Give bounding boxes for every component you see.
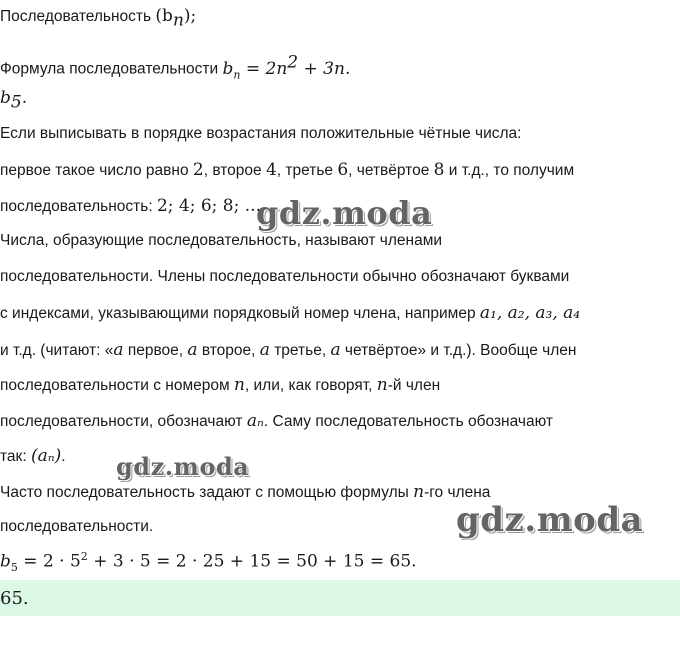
given-sequence-label: Последовательность xyxy=(0,8,152,25)
theory-line-12: последовательности. xyxy=(0,518,154,535)
answer-band xyxy=(0,580,680,616)
find-target: $b_5$. xyxy=(0,88,28,113)
theory-line-4: Числа, образующие последовательность, называют членами xyxy=(0,232,443,249)
watermark-logo: gdz.moda xyxy=(256,194,433,232)
watermark-logo: gdz.moda xyxy=(116,452,250,481)
theory-line-5: последовательности. Члены последовательности обычно обозначают буквами xyxy=(0,268,570,285)
theory-line-3: последовательность: 2; 4; 6; 8; ... xyxy=(0,196,261,216)
given-sequence xyxy=(0,6,196,30)
theory-line-9: последовательности, обозначают aₙ. Саму последовательность обозначают xyxy=(0,411,553,431)
sequence-symbol: $(b_n)$; xyxy=(155,6,197,31)
theory-line-2: первое такое число равно 2, второе 4, третье 6, четвёртое 8 и т.д., то получим xyxy=(0,160,575,180)
theory-line-8: последовательности с номером n, или, как говорят, n-й член xyxy=(0,375,441,395)
answer-value: 65. xyxy=(0,588,29,609)
given-formula xyxy=(0,52,350,81)
given-formula-label: Формула последовательности xyxy=(0,60,219,78)
watermark-logo: gdz.moda xyxy=(456,500,644,540)
theory-line-6: с индексами, указывающими порядковый номер члена, например a₁, a₂, a₃, a₄ xyxy=(0,303,581,323)
theory-line-11: Часто последовательность задают с помощью формулы n-го члена xyxy=(0,482,491,502)
theory-line-10: так: (aₙ). xyxy=(0,446,66,466)
theory-line-7: и т.д. (читают: «a первое, a второе, a третье, a четвёртое» и т.д.). Вообще член xyxy=(0,340,577,360)
formula-expression: $b_n = 2n^2 + 3n$. xyxy=(222,52,351,82)
theory-line-1: Если выписывать в порядке возрастания положительные чётные числа: xyxy=(0,125,522,142)
solution-line: $b_5 = 2 \cdot 5^2 + 3 \cdot 5 = 2 \cdot 25 + 15 = 50 + 15 = 65$. xyxy=(0,550,417,575)
